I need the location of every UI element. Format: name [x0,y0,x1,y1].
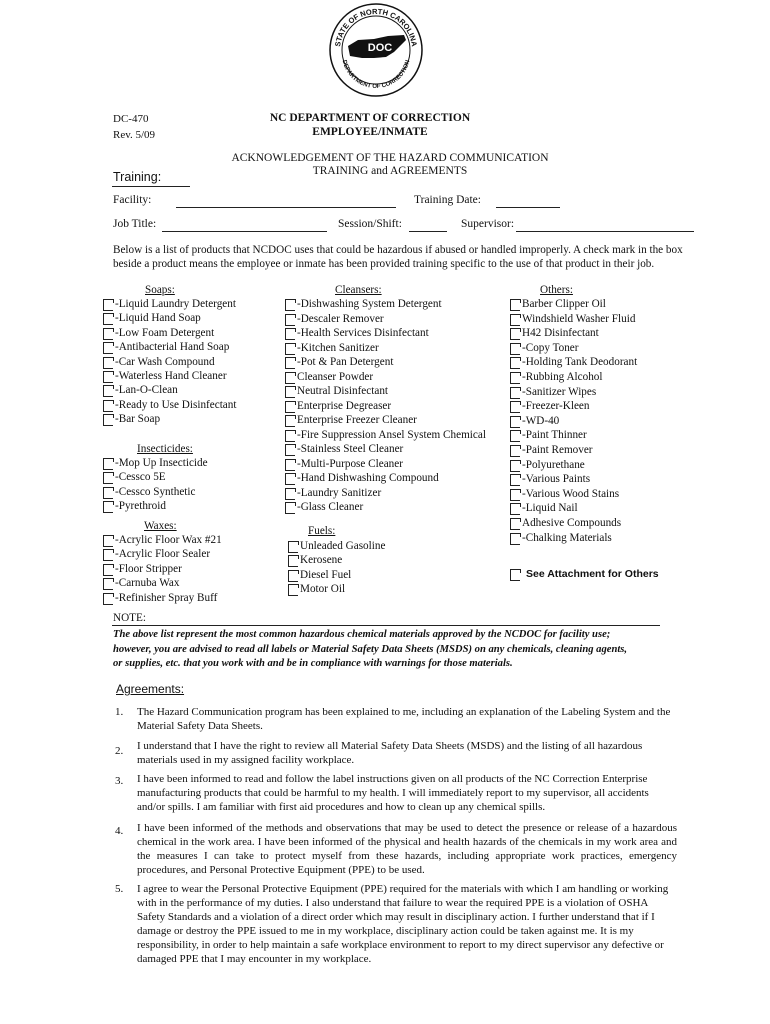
checkbox-icon[interactable] [285,328,295,340]
svg-text:DEPARTMENT OF CORRECTION: DEPARTMENT OF CORRECTION [340,59,412,91]
checkbox-icon[interactable] [103,342,113,354]
checkbox-icon[interactable] [103,578,113,590]
checkbox-icon[interactable] [285,314,295,326]
checkbox-icon[interactable] [510,503,520,515]
others-item-label: Adhesive Compounds [522,517,622,529]
checkbox-icon[interactable] [103,385,113,397]
checkbox-icon[interactable] [510,314,520,326]
intro-line-2: beside a product means the employee or inmate has been provided training specific to the use of that product in their job. [113,258,655,270]
checkbox-icon[interactable] [103,501,113,513]
checkbox-icon[interactable] [510,445,520,457]
cleansers-item-label: -Multi-Purpose Cleaner [297,457,403,470]
others-item-label: Windshield Washer Fluid [522,312,636,325]
soaps-item-label: -Car Wash Compound [115,355,215,368]
training-underline [112,186,190,187]
waxes-item-label: -Acrylic Floor Sealer [115,548,211,561]
soaps-item-label: -Antibacterial Hand Soap [115,341,230,354]
see-attachment-label: See Attachment for Others [526,568,659,580]
waxes-item-label: -Floor Stripper [115,562,182,575]
soaps-item-label: -Lan-O-Clean [115,384,178,397]
others-item-label: -Various Paints [522,473,591,486]
note-label: NOTE: [113,612,146,624]
cleansers-item-label: -Laundry Sanitizer [297,486,382,499]
facility-label: Facility: [113,194,152,206]
cleansers-item-label: Enterprise Freezer Cleaner [297,414,417,426]
svg-text:DOC: DOC [367,42,393,54]
soaps-item-label: -Liquid Laundry Detergent [115,298,236,310]
session-shift-field[interactable] [409,231,447,232]
others-item-label: -Paint Remover [522,444,593,456]
others-item-label: -Freezer-Kleen [522,400,590,413]
nc-doc-seal-logo [328,2,424,98]
header-training-agreements: TRAINING and AGREEMENTS [312,165,468,177]
insecticides-item-label: -Cessco Synthetic [115,485,196,498]
checkbox-icon[interactable] [285,444,295,456]
others-item-label: H42 Disinfectant [522,327,599,340]
checkbox-icon[interactable] [285,488,295,500]
cleansers-item-label: -Hand Dishwashing Compound [297,472,439,484]
agreements-heading: Agreements: [116,682,185,696]
checkbox-icon[interactable] [103,535,113,547]
svg-text:STATE OF NORTH CAROLINA: STATE OF NORTH CAROLINA [333,6,419,48]
training-date-field[interactable] [496,207,560,208]
checkbox-icon[interactable] [285,299,295,311]
cleansers-item-label: -Glass Cleaner [297,501,364,513]
checkbox-icon[interactable] [285,357,295,369]
cleansers-item-label: Enterprise Degreaser [297,399,392,412]
note-divider [112,625,660,626]
others-item-label: -Various Wood Stains [522,487,620,500]
checkbox-icon[interactable] [103,487,113,499]
cleansers-item-label: Cleanser Powder [297,370,374,383]
checkbox-icon[interactable] [285,343,295,355]
others-item-label: -Copy Toner [522,341,579,354]
note-line-3: or supplies, etc. that you work with and be in compliance with warnings for those materials. [113,658,513,669]
checkbox-icon[interactable] [285,430,295,442]
others-item-label: -Paint Thinner [522,429,587,442]
checkbox-icon[interactable] [103,472,113,484]
insecticides-item-label: -Mop Up Insecticide [115,457,208,469]
soaps-heading: Soaps: [145,284,175,296]
checkbox-icon[interactable] [510,460,520,472]
insecticides-heading: Insecticides: [137,443,193,455]
insecticides-item-label: -Cessco 5E [115,471,166,484]
supervisor-field[interactable] [516,231,694,232]
fuels-item-label: Motor Oil [300,583,346,596]
waxes-item-label: -Acrylic Floor Wax #21 [115,534,222,546]
insecticides-item-label: -Pyrethroid [115,500,166,513]
others-item-label: Barber Clipper Oil [522,298,606,310]
checkbox-icon[interactable] [510,474,520,486]
others-heading: Others: [540,284,573,296]
supervisor-label: Supervisor: [461,218,515,230]
cleansers-item-label: -Health Services Disinfectant [297,327,429,339]
session-shift-label: Session/Shift: [338,218,402,230]
checkbox-icon[interactable] [285,502,295,514]
waxes-item-label: -Refinisher Spray Buff [115,591,218,604]
cleansers-item-label: -Dishwashing System Detergent [297,298,442,310]
cleansers-heading: Cleansers: [335,284,382,296]
job-title-field[interactable] [162,231,327,232]
checkbox-icon[interactable] [510,328,520,340]
checkbox-icon[interactable] [285,415,295,427]
checkbox-icon[interactable] [103,400,113,412]
checkbox-icon[interactable] [510,299,520,311]
facility-field[interactable] [176,207,396,208]
checkbox-icon[interactable] [510,372,520,384]
cleansers-item-label: -Fire Suppression Ansel System Chemical [297,428,486,441]
intro-line-1: Below is a list of products that NCDOC uses that could be hazardous if abused or handled improperly. A check mark in the box [113,244,683,256]
fuels-item-label: Kerosene [300,554,343,567]
checkbox-icon[interactable] [103,458,113,470]
cleansers-item-label: -Descaler Remover [297,312,384,325]
others-item-label: -Liquid Nail [522,502,578,515]
checkbox-icon[interactable] [103,299,113,311]
cleansers-item-label: -Pot & Pan Detergent [297,356,394,368]
others-item-label: -Polyurethane [522,458,585,471]
note-line-2: however, you are advised to read all labels or Material Safety Data Sheets (MSDS) on any chemicals, cleaning agents, [113,644,628,655]
checkbox-icon[interactable] [510,489,520,501]
checkbox-icon[interactable] [285,386,295,398]
fuels-item-label: Unleaded Gasoline [300,540,386,552]
training-label: Training: [113,170,162,184]
others-item-label: -Rubbing Alcohol [522,371,603,383]
checkbox-icon[interactable] [510,387,520,399]
checkbox-icon[interactable] [103,328,113,340]
header-acknowledgement: ACKNOWLEDGEMENT OF THE HAZARD COMMUNICATION [231,152,549,164]
checkbox-icon[interactable] [510,518,520,530]
fuels-item-label: Diesel Fuel [300,568,352,581]
checkbox-icon[interactable] [285,473,295,485]
checkbox-icon[interactable] [510,430,520,442]
checkbox-icon[interactable] [103,549,113,561]
header-employee-inmate: EMPLOYEE/INMATE [312,126,428,138]
cleansers-item-label: Neutral Disinfectant [297,385,389,397]
fuels-heading: Fuels: [308,525,336,537]
checkbox-icon[interactable] [103,593,113,605]
checkbox-icon[interactable] [288,555,298,567]
soaps-item-label: -Waterless Hand Cleaner [115,370,227,382]
others-item-label: -Sanitizer Wipes [522,385,597,398]
checkbox-icon[interactable] [103,414,113,426]
checkbox-icon[interactable] [510,401,520,413]
soaps-item-label: -Liquid Hand Soap [115,312,201,325]
checkbox-icon[interactable] [285,401,295,413]
form-code: DC-470 [113,113,149,125]
checkbox-icon[interactable] [510,416,520,428]
checkbox-icon[interactable] [103,357,113,369]
soaps-item-label: -Ready to Use Disinfectant [115,398,237,411]
checkbox-icon[interactable] [103,313,113,325]
others-item-label: -Holding Tank Deodorant [522,356,638,369]
waxes-item-label: -Carnuba Wax [115,577,180,590]
checkbox-icon[interactable] [510,357,520,369]
checkbox-icon[interactable] [510,343,520,355]
cleansers-item-label: -Kitchen Sanitizer [297,341,379,354]
checkbox-icon[interactable] [510,533,520,545]
job-title-label: Job Title: [113,218,157,230]
waxes-heading: Waxes: [144,520,177,532]
checkbox-icon[interactable] [285,459,295,471]
others-item-label: -Chalking Materials [522,531,612,544]
cleansers-item-label: -Stainless Steel Cleaner [297,443,404,455]
checkbox-icon[interactable] [288,584,298,596]
checkbox-icon[interactable] [288,570,298,582]
checkbox-icon[interactable] [285,372,295,384]
checkbox-icon[interactable] [103,371,113,383]
soaps-item-label: -Low Foam Detergent [115,326,215,339]
checkbox-icon[interactable] [103,564,113,576]
checkbox-icon[interactable] [288,541,298,553]
header-department: NC DEPARTMENT OF CORRECTION [269,112,471,124]
others-item-label: -WD-40 [522,414,560,427]
soaps-item-label: -Bar Soap [115,413,161,426]
form-revision: Rev. 5/09 [113,129,156,141]
note-line-1: The above list represent the most common hazardous chemical materials approved by the NCDOC for facility use; [113,629,611,640]
training-date-label: Training Date: [414,194,481,206]
